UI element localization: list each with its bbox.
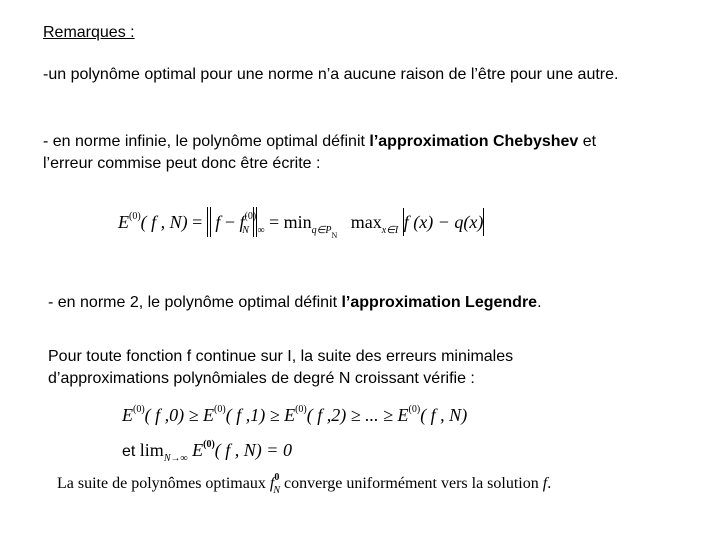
conclusion-text: La suite de polynômes optimaux	[57, 475, 270, 492]
abs-bar-right	[483, 208, 484, 236]
remark-2-text: - en norme infinie, le polynôme optimal définit	[43, 133, 370, 150]
remark-1: -un polynôme optimal pour une norme n’a aucune raison de l’être pour une autre.	[43, 66, 619, 83]
error-symbol: E	[118, 212, 129, 232]
limit-formula: et $\lim_{N\to\infty} E^{(0)}$( f , N) = 0	[122, 439, 292, 464]
norm-infinity: ∞	[257, 225, 265, 236]
optimal-poly-sub: N	[242, 225, 249, 236]
remark-3-text: - en norme 2, le polynôme optimal définit	[48, 294, 342, 311]
error-superscript: (0)	[129, 211, 141, 222]
error-0: E	[122, 405, 133, 425]
norm-f: f	[215, 212, 221, 232]
remark-2-line-2: l’erreur commise peut donc être écrite :	[43, 155, 321, 172]
error-1: E	[203, 405, 215, 425]
remark-4-line-1: Pour toute fonction f continue sur I, la suite des erreurs minimales	[48, 348, 514, 365]
lim-subscript: N→∞	[163, 453, 188, 464]
conclusion: La suite de polynômes optimaux $f^0_N$ converge uniformément vers la solution f.	[57, 472, 552, 496]
equals-sign: =	[192, 212, 203, 232]
conclusion-text-2: converge uniformément vers la solution	[279, 475, 543, 492]
remark-3-period: .	[537, 294, 542, 311]
remark-3	[48, 292, 542, 314]
et-word: et	[122, 443, 140, 460]
chebyshev-term: l’approximation Chebyshev	[369, 133, 579, 150]
remark-4-line-2: d’approximations polynômiales de degré N croissant vérifie :	[48, 370, 475, 387]
lim-operator: lim	[139, 440, 164, 460]
min-subscript: q∈PN	[311, 225, 338, 240]
monotone-error-formula: $E^{(0)}$( f $,0) \ge E^{(0)}$( f $,1) \ge E^{(0)}$( f ,2) ≥ ... ≥ $E^{(0)}$( f , N)	[122, 404, 468, 425]
remark-2-line-1	[43, 131, 596, 153]
error-args: ( f , N)	[140, 212, 188, 232]
optimal-poly: f	[239, 212, 245, 232]
limit-error: E	[192, 440, 204, 460]
max-operator: max	[350, 212, 382, 232]
optimal-poly-sup: (0)	[244, 211, 257, 222]
minus-sign: −	[224, 212, 235, 232]
norm-bar-left	[207, 207, 211, 237]
abs-expression: f (x) − q(x)	[403, 212, 484, 232]
error-N: E	[397, 405, 409, 425]
legendre-term: l’approximation Legendre	[341, 294, 538, 311]
max-subscript: x∈I	[381, 225, 399, 236]
equals-sign-2: =	[269, 212, 280, 232]
min-operator: min	[283, 212, 312, 232]
conclusion-poly: f	[269, 475, 275, 492]
heading: Remarques :	[43, 24, 135, 41]
chebyshev-error-formula	[118, 207, 484, 240]
error-2: E	[284, 405, 296, 425]
conclusion-f: f	[542, 475, 548, 492]
remark-2-text-end: et	[578, 133, 597, 150]
